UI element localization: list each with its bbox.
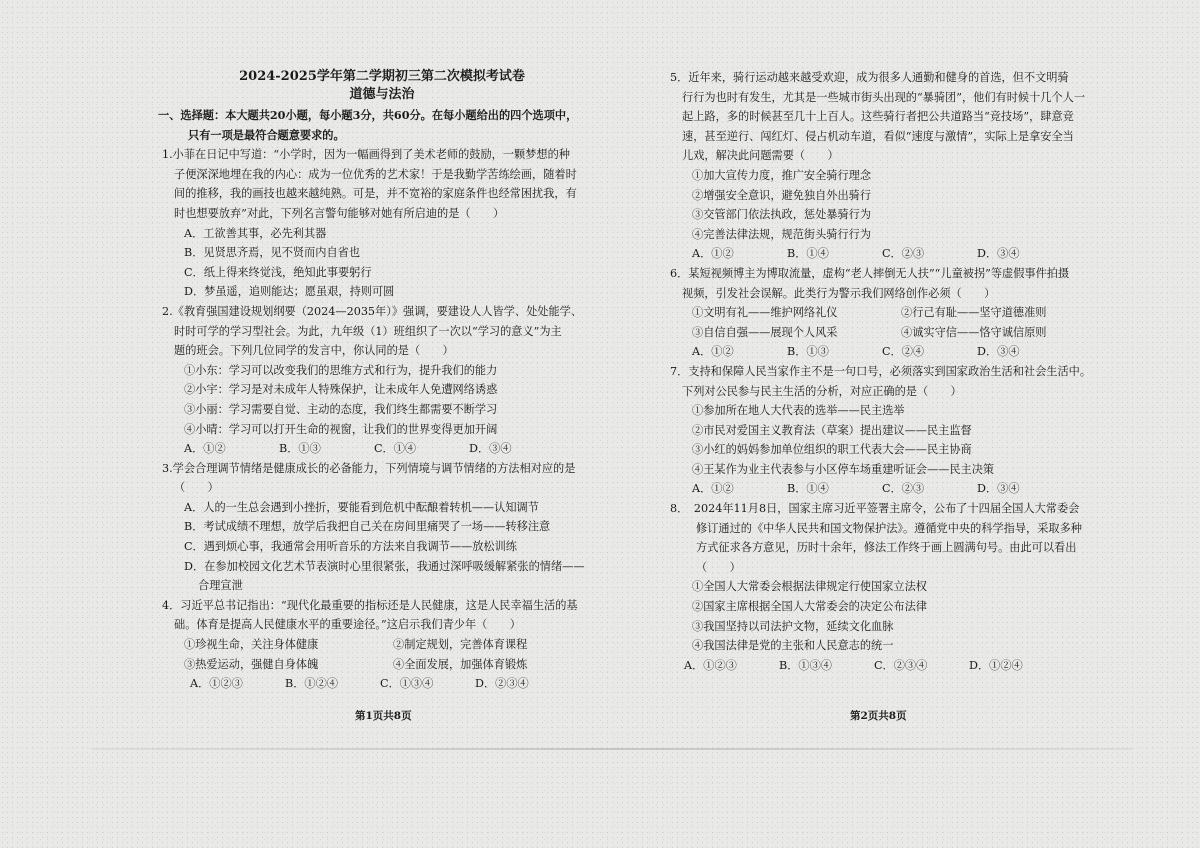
answer-choice-c: C．①③④ [380, 677, 434, 691]
statement-item: ②制定规划，完善体育课程 [393, 638, 528, 652]
statement-item: ②国家主席根据全国人大常委会的决定公布法律 [692, 600, 927, 614]
answer-option-a: A．工欲善其事，必先利其器 [184, 226, 327, 240]
question-stem-line: 下列对公民参与民主生活的分析，对应正确的是（ ） [682, 384, 962, 398]
statement-item: ③我国坚持以司法护文物，延续文化血脉 [692, 619, 894, 633]
statement-row [162, 655, 602, 675]
question-stem-line: 视频，引发社会误解。此类行为警示我们网络创作必须（ ） [682, 286, 996, 300]
answer-choice-b: B．①③ [279, 442, 321, 456]
statement-item: ③交管部门依法执政，惩处暴骑行为 [692, 208, 872, 222]
right-page [670, 68, 1110, 675]
answer-choice-b: B．①③④ [779, 658, 832, 672]
answer-option-a: A．人的一生总会遇到小挫折，要能看到危机中酝酿着转机——认知调节 [184, 500, 539, 514]
question-4 [162, 596, 602, 694]
question-stem-line: 方式征求各方意见，历时十余年，修法工作终于画上圆满句号。由此可以看出 [696, 541, 1077, 555]
statement-item: ①小东：学习可以改变我们的思维方式和行为，提升我们的能力 [184, 363, 498, 377]
question-stem-line: 时也想要放弃”对此，下列名言警句能够对她有所启迪的是（ ） [174, 206, 505, 220]
answer-choice-c: C．②④ [882, 345, 925, 359]
question-stem-line: （ ） [696, 560, 741, 574]
page-number-left: 第1页共8页 [355, 710, 412, 722]
answer-choice-a: A．①② [184, 442, 226, 456]
question-6 [670, 264, 1110, 362]
answer-choices-row [162, 674, 602, 694]
answer-option-c: C．纸上得来终觉浅，绝知此事要躬行 [184, 265, 372, 279]
answer-choice-c: C．②③④ [874, 658, 928, 672]
statement-item: ④王某作为业主代表参与小区停车场重建听证会——民主决策 [692, 462, 995, 476]
question-stem-line: 3.学会合理调节情绪是健康成长的必备能力，下列情境与调节情绪的方法相对应的是 [162, 461, 576, 475]
answer-option-b: B．考试成绩不理想，放学后我把自己关在房间里痛哭了一场——转移注意 [184, 520, 551, 534]
statement-row [162, 635, 602, 655]
statement-item: ③热爱运动，强健自身体魄 [184, 657, 319, 671]
question-stem-line: 子便深深地埋在我的内心：成为一位优秀的艺术家！于是我勤学苦练绘画，随着时 [174, 167, 577, 181]
question-stem-line: 5．近年来，骑行运动越来越受欢迎，成为很多人通勤和健身的首选，但不文明骑 [670, 71, 1069, 84]
statement-item: ③小红的妈妈参加单位组织的职工代表大会——民主协商 [692, 443, 972, 457]
answer-choice-d: D．③④ [977, 482, 1020, 496]
answer-choice-a: A．①② [692, 247, 734, 261]
answer-choices-row [162, 439, 602, 459]
answer-option-d: D．在参加校园文化艺术节表演时心里很紧张，我通过深呼吸缓解紧张的情绪—— [184, 559, 585, 573]
statement-item: ①全国人大常委会根据法律规定行使国家立法权 [692, 580, 927, 594]
question-stem-line: 行行为也时有发生，尤其是一些城市街头出现的“暴骑团”，他们有时候十几个人一 [682, 90, 1086, 104]
question-stem-line: 修订通过的《中华人民共和国文物保护法》。遵循党中央的科学指导，采取多种 [696, 521, 1082, 535]
answer-choice-d: D．③④ [977, 247, 1020, 261]
statement-item: ④完善法律法规，规范街头骑行行为 [692, 227, 872, 241]
statement-item: ②小宇：学习是对未成年人特殊保护，让未成年人免遭网络诱惑 [184, 383, 498, 397]
question-stem-line: 7．支持和保障人民当家作主不是一句口号，必须落实到国家政治生活和社会生活中。 [670, 364, 1092, 378]
question-stem-line: 础。体育是提高人民健康水平的重要途径。”这启示我们青少年（ ） [174, 618, 521, 632]
question-stem-line: 1.小菲在日记中写道：“小学时，因为一幅画得到了美术老师的鼓励，一颗梦想的种 [162, 148, 570, 162]
statement-item: ②增强安全意识，避免独自外出骑行 [692, 188, 872, 202]
question-stem-line: 间的推移，我的画技也越来越纯熟。可是，并不宽裕的家庭条件也经常困扰我，有 [174, 187, 577, 201]
question-2 [162, 302, 602, 459]
question-stem-line: 2.《教育强国建设规划纲要（2024—2035年）》强调，要建设人人皆学、处处能学、 [162, 304, 583, 318]
answer-option-b: B．见贤思齐焉，见不贤而内自省也 [184, 246, 361, 260]
answer-choice-a: A．①② [692, 345, 734, 359]
answer-option-c: C．遇到烦心事，我通常会用听音乐的方法来自我调节——放松训练 [184, 540, 517, 554]
answer-choice-b: B．①③ [787, 345, 829, 359]
question-8 [670, 499, 1110, 675]
statement-item: ①加大宣传力度，推广安全骑行理念 [692, 168, 872, 182]
scan-edge-divider [92, 748, 1132, 750]
answer-choice-c: C．②③ [882, 247, 925, 261]
question-stem-line: 起上路，多的时候甚至几十上百人。这些骑行者把公共道路当“竞技场”，肆意竞 [682, 110, 1074, 124]
statement-item: ①参加所在地人大代表的选举——民主选举 [692, 404, 905, 418]
section-heading-cont: 只有一项是最符合题意要求的。 [188, 127, 345, 142]
statement-item: ①文明有礼——维护网络礼仪 [692, 306, 838, 320]
statement-item: ④我国法律是党的主张和人民意志的统一 [692, 639, 894, 653]
answer-choice-a: A．①② [692, 482, 734, 496]
page-number-right: 第2页共8页 [850, 710, 907, 722]
answer-choice-c: C．①④ [374, 442, 417, 456]
question-1 [162, 145, 602, 302]
statement-item: ①珍视生命，关注身体健康 [184, 638, 319, 652]
question-stem-line: 儿戏，解决此问题需要（ ） [682, 149, 839, 163]
answer-choice-d: D．②③④ [475, 677, 529, 691]
left-page [158, 68, 602, 694]
answer-choices-row [670, 656, 1110, 676]
question-7 [670, 362, 1110, 499]
answer-choice-b: B．①④ [787, 482, 829, 496]
answer-choice-d: D．③④ [469, 442, 512, 456]
question-3 [162, 459, 602, 596]
answer-choice-b: B．①②④ [285, 677, 338, 691]
question-stem-line: 4．习近平总书记指出：“现代化最重要的指标还是人民健康，这是人民幸福生活的基 [162, 598, 578, 612]
answer-choices-row [670, 244, 1110, 264]
statement-item: ②市民对爱国主义教育法（草案）提出建议——民主监督 [692, 423, 972, 437]
statement-item: ④诚实守信——恪守诚信原则 [901, 325, 1047, 339]
statement-item: ③自信自强——展现个人风采 [692, 325, 838, 339]
question-5 [670, 68, 1110, 264]
question-stem-line: 题的班会。下列几位同学的发言中，你认同的是（ ） [174, 344, 454, 358]
statement-row [670, 323, 1110, 343]
answer-option-d: D．梦虽遥，追则能达；愿虽艰，持则可圆 [184, 285, 395, 299]
statement-item: ②行己有耻——坚守道德准则 [901, 306, 1047, 320]
statement-row [670, 303, 1110, 323]
answer-choice-a: A．①②③ [190, 677, 243, 691]
answer-choices-row [670, 479, 1110, 499]
section-heading: 一、选择题：本大题共20小题，每小题3分，共60分。在每小题给出的四个选项中， [158, 108, 578, 122]
answer-choices-row [670, 342, 1110, 362]
question-stem-line: 速，甚至逆行、闯红灯、侵占机动车道，看似“速度与激情”，实际上是拿安全当 [682, 129, 1074, 143]
answer-choice-b: B．①④ [787, 247, 829, 261]
answer-choice-c: C．②③ [882, 482, 925, 496]
statement-item: ④全面发展，加强体育锻炼 [393, 657, 528, 671]
statement-item: ③小丽：学习需要自觉、主动的态度，我们终生都需要不断学习 [184, 402, 498, 416]
exam-title: 2024-2025学年第二学期初三第二次模拟考试卷 [239, 69, 525, 84]
answer-option-d-continued: 合理宣泄 [198, 579, 243, 593]
answer-choice-d: D．③④ [977, 345, 1020, 359]
question-stem-line: 时时可学的学习型社会。为此，九年级（1）班组织了一次以“学习的意义”为主 [174, 324, 562, 338]
answer-choice-d: D．①②④ [969, 658, 1023, 672]
question-stem-line: （ ） [174, 481, 219, 495]
question-stem-line: 6．某短视频博主为博取流量，虚构“老人摔倒无人扶”“儿童被拐”等虚假事件拍摄 [670, 266, 1070, 280]
statement-item: ④小晴：学习可以打开生命的视窗，让我们的世界变得更加开阔 [184, 422, 498, 436]
exam-subject: 道德与法治 [349, 87, 415, 102]
answer-choice-a: A．①②③ [684, 658, 737, 672]
question-stem-line: 8． 2024年11月8日，国家主席习近平签署主席令，公布了十四届全国人大常委会 [670, 502, 1080, 516]
